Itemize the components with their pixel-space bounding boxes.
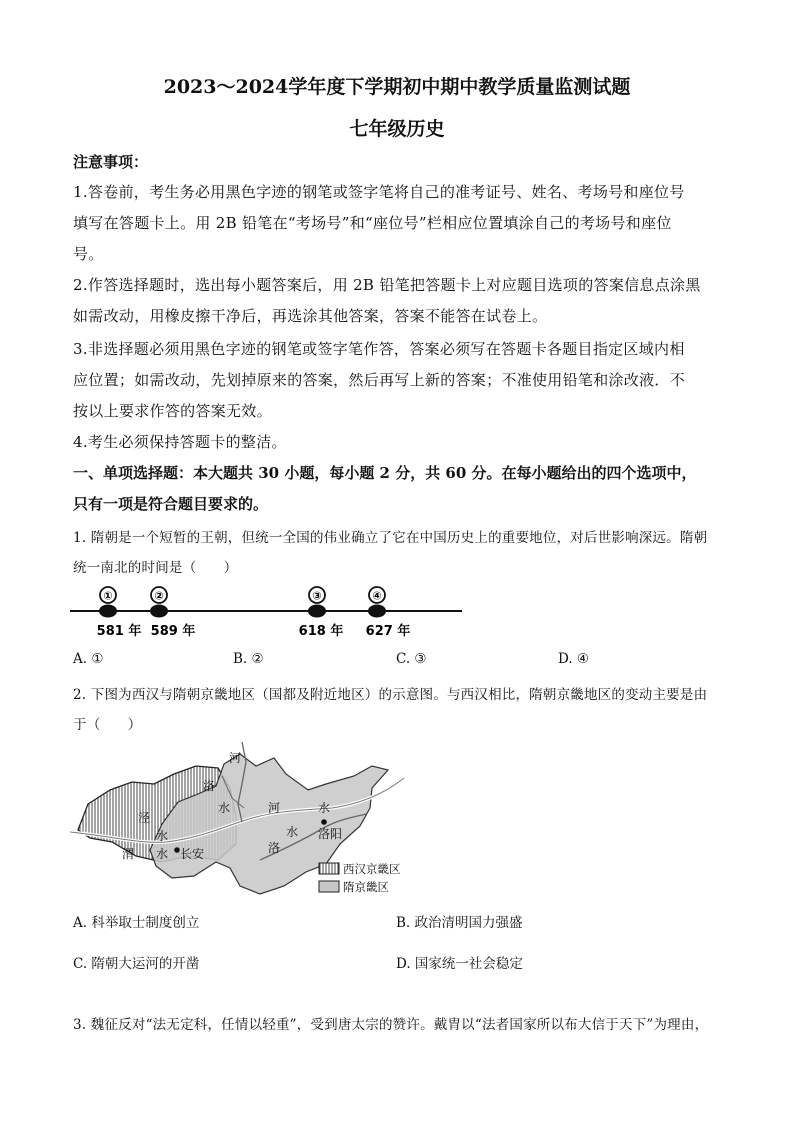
notice-line: 1.答卷前，考生务必用黑色字迹的钢笔或签字笔将自己的准考证号、姓名、考场号和座位号 [73, 183, 685, 201]
question-2-stem: 2. 下图为西汉与隋朝京畿地区（国都及附近地区）的示意图。与西汉相比，隋朝京畿地区的变动主要是由 [73, 687, 708, 703]
legend-western-han: 西汉京畿区 [343, 862, 401, 876]
map-label-jing: 泾 [138, 811, 151, 825]
timeline-point-2 [150, 587, 195, 639]
map-label-wei: 渭 [122, 847, 135, 861]
timeline-marker-4: ④ [372, 589, 382, 603]
map-label-he2: 河 [268, 801, 281, 815]
timeline-point-4 [366, 587, 411, 639]
changan-dot [174, 847, 180, 853]
map-label-shui: 水 [218, 801, 231, 815]
section-heading: 一、单项选择题：本大题共 30 小题，每小题 2 分，共 60 分。在每小题给出的四个选项中， [73, 464, 697, 482]
notice-line: 应位置；如需改动，先划掉原来的答案，然后再写上新的答案；不准使用铅笔和涂改液．不 [73, 371, 686, 389]
legend-sui-swatch [319, 881, 339, 892]
notice-line: 号。 [73, 245, 104, 263]
question-1-timeline [70, 584, 470, 644]
question-1-option-b[interactable]: B. ② [233, 651, 264, 667]
question-2-option-b[interactable]: B. 政治清明国力强盛 [396, 915, 523, 931]
map-label-shui4: 水 [156, 829, 169, 843]
exam-title: 2023～2024学年度下学期初中期中教学质量监测试题 [163, 76, 631, 98]
notice-heading: 注意事项： [73, 153, 149, 171]
map-label-shui3: 水 [286, 825, 299, 839]
question-1-stem: 1. 隋朝是一个短暂的王朝，但统一全国的伟业确立了它在中国历史上的重要地位，对后世影响深远。隋朝 [73, 530, 708, 546]
timeline-point-1 [97, 587, 142, 639]
question-2-option-a[interactable]: A. 科举取士制度创立 [73, 915, 200, 931]
timeline-year-3: 618 年 [298, 624, 344, 639]
notice-line: 填写在答题卡上。用 2B 铅笔在“考场号”和“座位号”栏相应位置填涂自己的考场号和座位 [73, 214, 672, 232]
legend-sui: 隋京畿区 [343, 880, 389, 894]
map-label-changan: 长安 [180, 847, 205, 861]
timeline-year-4: 627 年 [365, 624, 411, 639]
map-label-luo: 洛 [203, 779, 216, 793]
question-2-stem: 于（ ） [73, 717, 142, 733]
notice-line: 按以上要求作答的答案无效。 [73, 402, 272, 420]
notice-line: 如需改动，用橡皮擦干净后，再选涂其他答案，答案不能答在试卷上。 [73, 307, 548, 325]
notice-line: 4.考生必须保持答题卡的整洁。 [73, 433, 287, 451]
question-1-option-d[interactable]: D. ④ [558, 651, 590, 667]
question-1-option-a[interactable]: A. ① [73, 651, 104, 667]
map-legend [319, 862, 401, 894]
notice-line: 3.非选择题必须用黑色字迹的钢笔或签字笔作答，答案必须写在答题卡各题目指定区域内相 [73, 340, 685, 358]
timeline-marker-2: ② [154, 589, 164, 603]
map-label-shui5: 水 [156, 847, 169, 861]
question-2-option-c[interactable]: C. 隋朝大运河的开凿 [73, 956, 200, 972]
timeline-point-3 [299, 587, 344, 639]
question-2-map [70, 738, 420, 900]
map-label-he: 河 [229, 751, 242, 765]
map-label-shui2: 水 [318, 801, 331, 815]
timeline-marker-3: ③ [312, 589, 322, 603]
question-3-stem: 3. 魏征反对“法无定科，任情以轻重”，受到唐太宗的赞许。戴胄以“法者国家所以布大信于天下”为理由， [73, 1017, 709, 1033]
timeline-year-1: 581 年 [96, 624, 142, 639]
notice-line: 2.作答选择题时，选出每小题答案后，用 2B 铅笔把答题卡上对应题目选项的答案信息点涂黑 [73, 276, 701, 294]
section-heading: 只有一项是符合题目要求的。 [73, 495, 269, 513]
map-label-luo2: 洛 [268, 841, 281, 855]
legend-western-han-swatch [319, 863, 339, 874]
luoyang-dot [321, 819, 327, 825]
timeline-marker-1: ① [103, 589, 113, 603]
map-label-luoyang: 洛阳 [318, 827, 343, 841]
question-1-stem: 统一南北的时间是（ ） [73, 560, 238, 576]
timeline-year-2: 589 年 [150, 624, 196, 639]
question-2-option-d[interactable]: D. 国家统一社会稳定 [396, 956, 523, 972]
question-1-option-c[interactable]: C. ③ [396, 651, 427, 667]
exam-subtitle: 七年级历史 [349, 118, 445, 140]
